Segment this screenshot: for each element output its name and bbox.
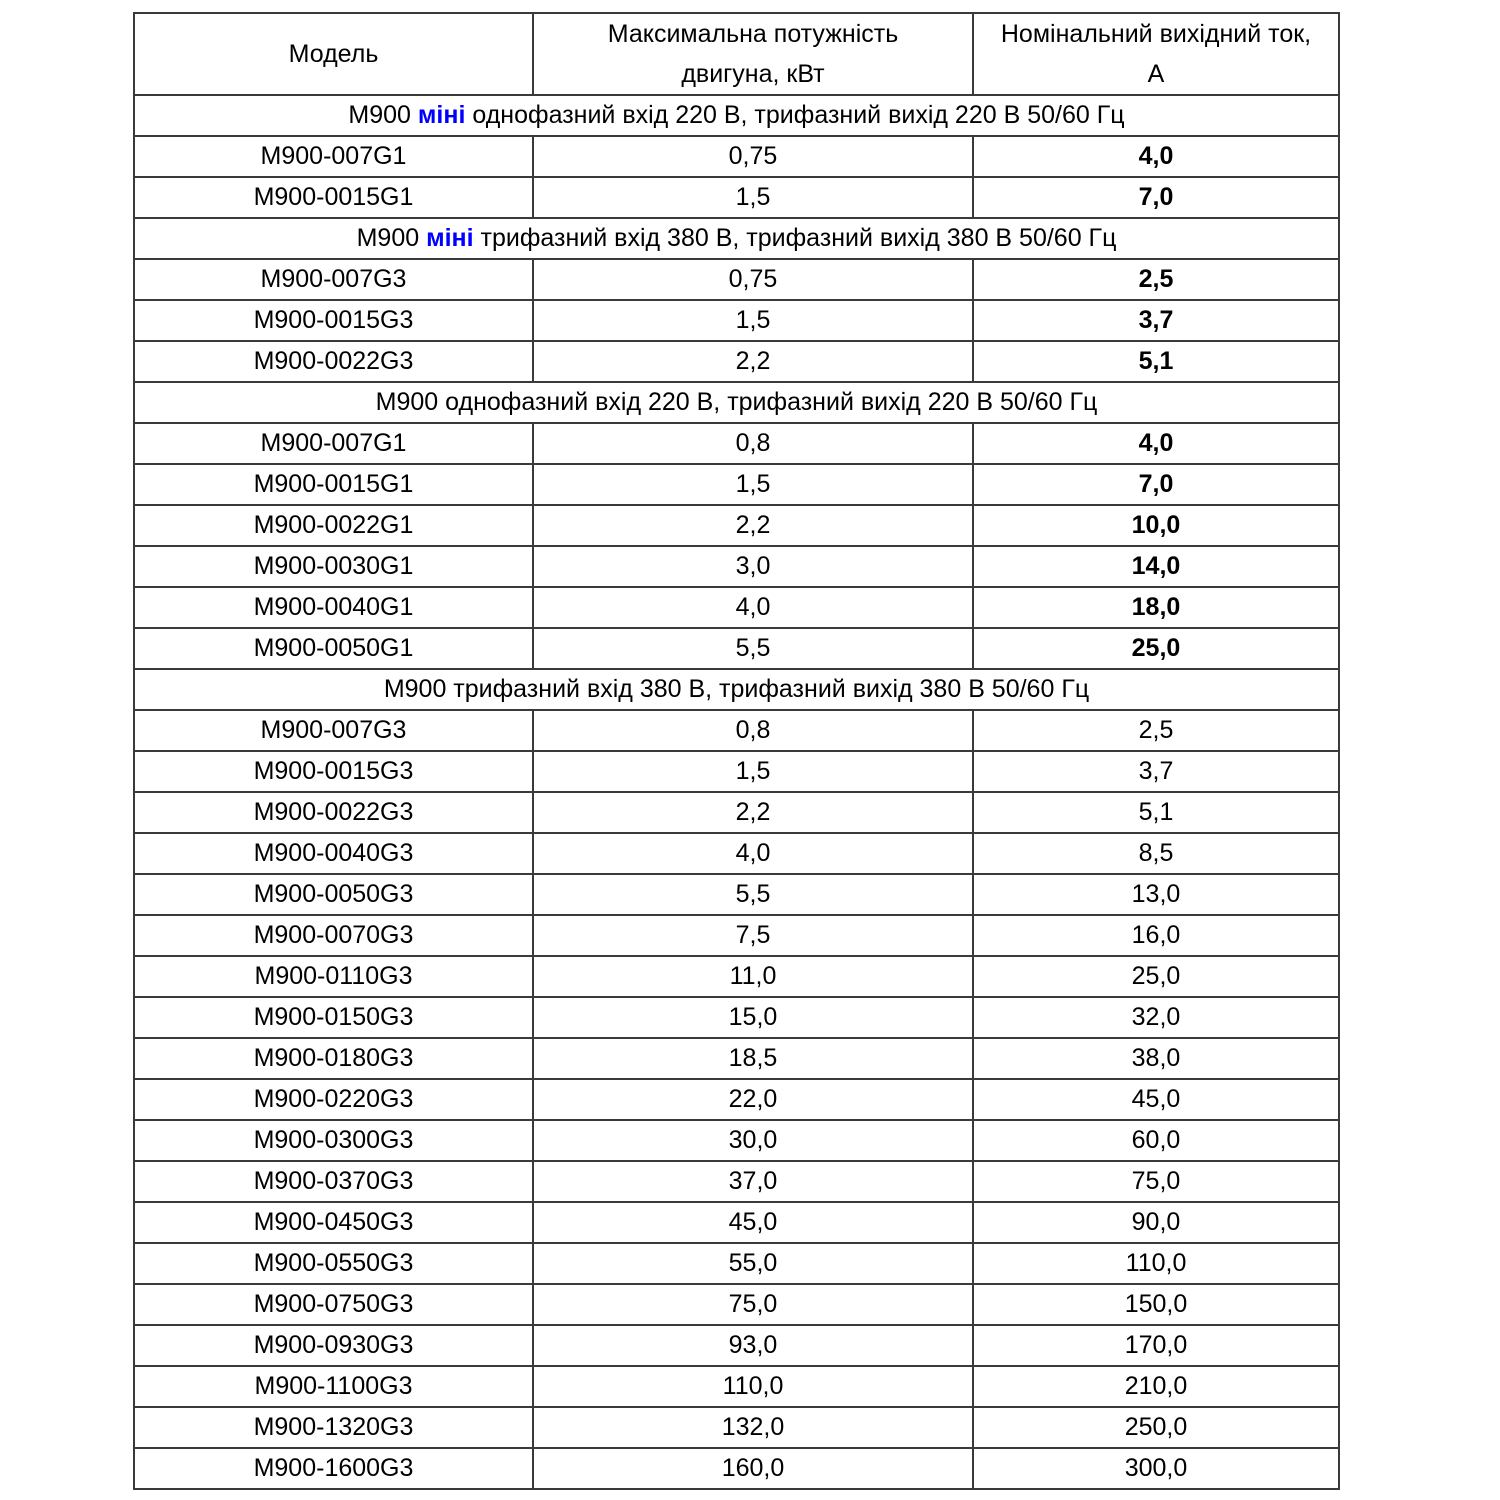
table-row — [134, 1448, 1339, 1489]
col-header-power — [533, 13, 973, 95]
power-cell: 5,5 — [533, 628, 973, 669]
model-cell: М900-007G3 — [134, 710, 533, 751]
model-cell: М900-0050G1 — [134, 628, 533, 669]
table-row — [134, 1120, 1339, 1161]
table-row — [134, 1366, 1339, 1407]
spec-table — [133, 12, 1340, 1490]
model-cell: М900-007G1 — [134, 136, 533, 177]
power-cell: 2,2 — [533, 341, 973, 382]
model-cell: М900-0300G3 — [134, 1120, 533, 1161]
power-cell: 4,0 — [533, 587, 973, 628]
table-row — [134, 710, 1339, 751]
table-row — [134, 136, 1339, 177]
current-cell: 45,0 — [973, 1079, 1339, 1120]
model-cell: М900-0550G3 — [134, 1243, 533, 1284]
col-header-current — [973, 13, 1339, 95]
model-cell: М900-007G1 — [134, 423, 533, 464]
col-header-power-line2: двигуна, кВт — [681, 60, 825, 88]
table-row — [134, 751, 1339, 792]
section-title-text: М900 — [348, 101, 418, 129]
section-title — [134, 669, 1339, 710]
current-cell: 2,5 — [973, 710, 1339, 751]
table-body — [134, 95, 1339, 1489]
current-cell: 90,0 — [973, 1202, 1339, 1243]
model-cell: М900-0110G3 — [134, 956, 533, 997]
current-cell: 4,0 — [973, 136, 1339, 177]
section-title-text: однофазний вхід 220 В, трифазний вихід 220 В 50/60 Гц — [465, 101, 1125, 129]
table-row — [134, 505, 1339, 546]
mini-highlight: міні — [417, 101, 466, 129]
section-header-row — [134, 218, 1339, 259]
col-header-current-line2: А — [1147, 60, 1165, 88]
power-cell: 55,0 — [533, 1243, 973, 1284]
model-cell: М900-0050G3 — [134, 874, 533, 915]
table-row — [134, 833, 1339, 874]
section-header-row — [134, 669, 1339, 710]
table-row — [134, 956, 1339, 997]
section-title-text: М900 однофазний вхід 220 В, трифазний вихід 220 В 50/60 Гц — [375, 388, 1098, 416]
col-header-current-line1: Номінальний вихідний ток, — [1000, 20, 1312, 48]
current-cell: 38,0 — [973, 1038, 1339, 1079]
current-cell: 3,7 — [973, 300, 1339, 341]
current-cell: 32,0 — [973, 997, 1339, 1038]
table-row — [134, 177, 1339, 218]
current-cell: 8,5 — [973, 833, 1339, 874]
power-cell: 37,0 — [533, 1161, 973, 1202]
current-cell: 14,0 — [973, 546, 1339, 587]
power-cell: 18,5 — [533, 1038, 973, 1079]
table-row — [134, 915, 1339, 956]
table-row — [134, 1243, 1339, 1284]
model-cell: М900-0022G3 — [134, 341, 533, 382]
section-title — [134, 95, 1339, 136]
table-row — [134, 628, 1339, 669]
model-cell: М900-0015G1 — [134, 464, 533, 505]
model-cell: М900-1600G3 — [134, 1448, 533, 1489]
current-cell: 210,0 — [973, 1366, 1339, 1407]
table-row — [134, 587, 1339, 628]
table-row — [134, 792, 1339, 833]
model-cell: М900-0015G3 — [134, 751, 533, 792]
power-cell: 1,5 — [533, 177, 973, 218]
model-cell: М900-0022G1 — [134, 505, 533, 546]
current-cell: 3,7 — [973, 751, 1339, 792]
model-cell: М900-0070G3 — [134, 915, 533, 956]
power-cell: 0,8 — [533, 710, 973, 751]
section-header-row — [134, 95, 1339, 136]
current-cell: 5,1 — [973, 792, 1339, 833]
power-cell: 30,0 — [533, 1120, 973, 1161]
power-cell: 4,0 — [533, 833, 973, 874]
model-cell: М900-007G3 — [134, 259, 533, 300]
power-cell: 0,75 — [533, 259, 973, 300]
table-row — [134, 1161, 1339, 1202]
table-row — [134, 546, 1339, 587]
current-cell: 75,0 — [973, 1161, 1339, 1202]
current-cell: 16,0 — [973, 915, 1339, 956]
table-row — [134, 874, 1339, 915]
section-title-text: М900 трифазний вхід 380 В, трифазний вихід 380 В 50/60 Гц — [383, 675, 1090, 703]
mini-highlight: міні — [426, 224, 474, 252]
table-row — [134, 1079, 1339, 1120]
power-cell: 0,75 — [533, 136, 973, 177]
table-row — [134, 464, 1339, 505]
power-cell: 45,0 — [533, 1202, 973, 1243]
model-cell: М900-0450G3 — [134, 1202, 533, 1243]
current-cell: 2,5 — [973, 259, 1339, 300]
current-cell: 150,0 — [973, 1284, 1339, 1325]
header-row — [134, 13, 1339, 95]
current-cell: 13,0 — [973, 874, 1339, 915]
current-cell: 4,0 — [973, 423, 1339, 464]
power-cell: 110,0 — [533, 1366, 973, 1407]
power-cell: 0,8 — [533, 423, 973, 464]
model-cell: М900-0040G3 — [134, 833, 533, 874]
model-cell: М900-0930G3 — [134, 1325, 533, 1366]
current-cell: 5,1 — [973, 341, 1339, 382]
power-cell: 11,0 — [533, 956, 973, 997]
table-row — [134, 1202, 1339, 1243]
model-cell: М900-0015G1 — [134, 177, 533, 218]
power-cell: 3,0 — [533, 546, 973, 587]
power-cell: 1,5 — [533, 751, 973, 792]
current-cell: 110,0 — [973, 1243, 1339, 1284]
model-cell: М900-0370G3 — [134, 1161, 533, 1202]
model-cell: М900-0220G3 — [134, 1079, 533, 1120]
table-row — [134, 341, 1339, 382]
power-cell: 1,5 — [533, 464, 973, 505]
table-row — [134, 259, 1339, 300]
current-cell: 25,0 — [973, 628, 1339, 669]
table-row — [134, 997, 1339, 1038]
current-cell: 18,0 — [973, 587, 1339, 628]
power-cell: 2,2 — [533, 792, 973, 833]
power-cell: 2,2 — [533, 505, 973, 546]
model-cell: М900-0150G3 — [134, 997, 533, 1038]
current-cell: 300,0 — [973, 1448, 1339, 1489]
current-cell: 170,0 — [973, 1325, 1339, 1366]
model-cell: М900-0030G1 — [134, 546, 533, 587]
power-cell: 22,0 — [533, 1079, 973, 1120]
power-cell: 15,0 — [533, 997, 973, 1038]
section-title-text: трифазний вхід 380 В, трифазний вихід 380 В 50/60 Гц — [473, 224, 1117, 252]
current-cell: 10,0 — [973, 505, 1339, 546]
section-title-text: М900 — [356, 224, 427, 252]
table-row — [134, 423, 1339, 464]
model-cell: М900-1100G3 — [134, 1366, 533, 1407]
section-title — [134, 218, 1339, 259]
table-row — [134, 1325, 1339, 1366]
current-cell: 250,0 — [973, 1407, 1339, 1448]
col-header-model: Модель — [134, 13, 533, 95]
power-cell: 160,0 — [533, 1448, 973, 1489]
table-row — [134, 300, 1339, 341]
power-cell: 75,0 — [533, 1284, 973, 1325]
current-cell: 60,0 — [973, 1120, 1339, 1161]
power-cell: 93,0 — [533, 1325, 973, 1366]
section-title — [134, 382, 1339, 423]
model-cell: М900-1320G3 — [134, 1407, 533, 1448]
model-cell: М900-0015G3 — [134, 300, 533, 341]
current-cell: 7,0 — [973, 464, 1339, 505]
col-header-power-line1: Максимальна потужність — [607, 20, 899, 48]
model-cell: М900-0022G3 — [134, 792, 533, 833]
table-row — [134, 1407, 1339, 1448]
model-cell: М900-0750G3 — [134, 1284, 533, 1325]
section-header-row — [134, 382, 1339, 423]
model-cell: М900-0180G3 — [134, 1038, 533, 1079]
table-row — [134, 1284, 1339, 1325]
power-cell: 1,5 — [533, 300, 973, 341]
current-cell: 25,0 — [973, 956, 1339, 997]
power-cell: 5,5 — [533, 874, 973, 915]
current-cell: 7,0 — [973, 177, 1339, 218]
power-cell: 7,5 — [533, 915, 973, 956]
model-cell: М900-0040G1 — [134, 587, 533, 628]
table-row — [134, 1038, 1339, 1079]
power-cell: 132,0 — [533, 1407, 973, 1448]
